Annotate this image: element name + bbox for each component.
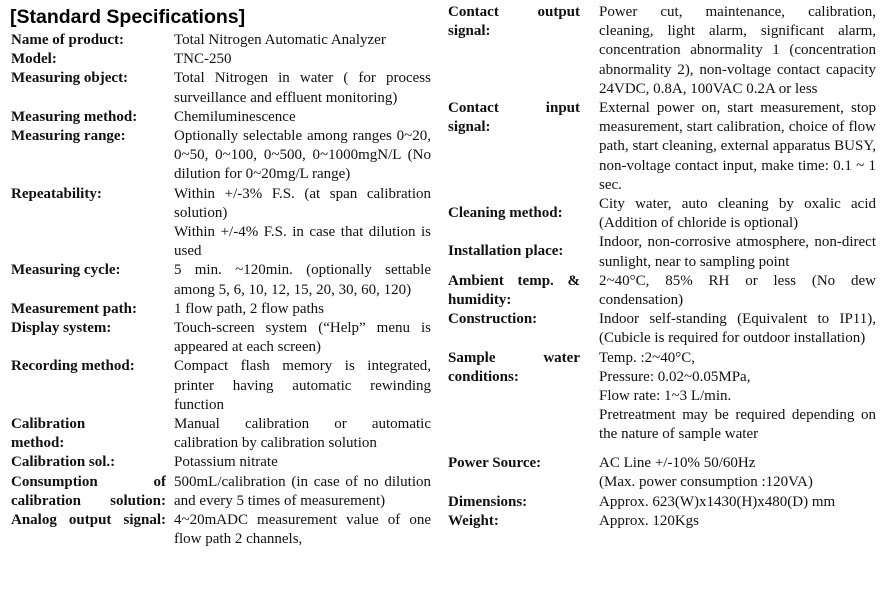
spec-row-construction	[448, 310, 876, 348]
spec-row-calibration-sol	[11, 453, 431, 472]
spec-label: Calibration sol.:	[11, 454, 116, 471]
spec-row-display-system	[11, 319, 431, 357]
spec-row-calibration-method	[11, 415, 431, 453]
spec-value: Manual calibration or automatic calibration by calibration solution	[174, 416, 431, 452]
spec-value: Compact flash memory is integrated, printer having automatic rewinding function	[174, 358, 431, 413]
spec-value: Temp. :2~40°C,	[599, 349, 695, 366]
spec-label: Name of product:	[11, 32, 125, 48]
spec-label: Contact output signal:	[448, 4, 580, 40]
spec-label: Consumption of calibration solution:	[11, 473, 166, 509]
spec-value: (Max. power consumption :120VA)	[599, 473, 813, 490]
spec-row-measuring-object	[11, 69, 431, 107]
spec-value: Total Nitrogen Automatic Analyzer	[174, 32, 386, 48]
spec-row-contact-output	[448, 3, 876, 99]
spec-value: TNC-250	[174, 51, 232, 68]
spec-value: Potassium nitrate	[174, 454, 278, 471]
spec-label: Display system:	[11, 320, 112, 337]
spec-row-recording-method	[11, 357, 431, 415]
spec-row-consumption	[11, 473, 431, 511]
spec-row-measuring-cycle	[11, 261, 431, 299]
spec-label: Measuring method:	[11, 108, 138, 125]
spec-value: Optionally selectable among ranges 0~20, 0~50, 0~100, 0~500, 0~1000mgN/L (No dilution for 0~20mg/L range)	[174, 128, 431, 183]
spec-value: 1 flow path, 2 flow paths	[174, 300, 324, 317]
spec-row-repeatability	[11, 185, 431, 262]
spec-label: Measuring object:	[11, 70, 129, 87]
spec-value: AC Line +/-10% 50/60Hz	[599, 454, 756, 471]
spec-value: Chemiluminescence	[174, 108, 296, 125]
spec-value: 2~40°C, 85% RH or less (No dew condensation)	[599, 272, 876, 309]
spec-value: Approx. 623(W)x1430(H)x480(D) mm	[599, 494, 836, 511]
spec-label: Installation place:	[448, 243, 564, 260]
spec-row-contact-input	[448, 99, 876, 195]
spec-label: Repeatability:	[11, 185, 102, 202]
spec-row-installation-place	[448, 233, 876, 271]
spec-label: Sample water conditions:	[448, 349, 580, 385]
page-title: [Standard Specifications]	[10, 6, 246, 28]
spec-row-ambient	[448, 272, 876, 310]
spec-value: Indoor, non-corrosive atmosphere, non-direct sunlight, near to sampling point	[599, 234, 876, 270]
spec-label: Measurement path:	[11, 300, 137, 317]
spec-value: 500mL/calibration (in case of no dilution and every 5 times of measurement)	[174, 473, 431, 509]
spec-value-group	[599, 445, 876, 492]
spec-value: Pretreatment may be required depending on the nature of sample water	[599, 407, 876, 443]
spec-value: Touch-screen system (“Help” menu is appeared at each screen)	[174, 320, 431, 356]
spec-value: Approx. 120Kgs	[599, 513, 699, 530]
spec-row-measurement-path	[11, 300, 431, 319]
spec-value: Pressure: 0.02~0.05MPa,	[599, 368, 751, 385]
spec-value: City water, auto cleaning by oxalic acid (Addition of chloride is optional)	[599, 196, 876, 232]
spec-label: Power Source:	[448, 454, 542, 471]
spec-value-group	[599, 349, 876, 445]
spec-label: Weight:	[448, 513, 499, 530]
spec-value: Within +/-3% F.S. (at span calibration solution)	[174, 185, 431, 221]
spec-value: Total Nitrogen in water ( for process surveillance and effluent monitoring)	[174, 70, 431, 106]
spec-label: Analog output signal:	[11, 512, 166, 529]
spec-value: Flow rate: 1~3 L/min.	[599, 388, 732, 405]
left-spec-column	[11, 31, 431, 549]
spec-label: Cleaning method:	[448, 205, 563, 222]
spec-label: Measuring cycle:	[11, 262, 121, 279]
spec-label: Calibration method:	[11, 416, 86, 452]
spec-row-dimensions	[448, 492, 876, 512]
spec-value-group	[174, 185, 431, 262]
spec-label: Recording method:	[11, 358, 135, 375]
spec-row-cleaning-method	[448, 195, 876, 233]
spec-value: Power cut, maintenance, calibration, cleaning, light alarm, significant alarm, concentration abnormality 1 (concentration abnormality 2), non-voltage contact capacity 24VDC, 0.8A, 100VAC 0.2A or less	[599, 4, 876, 97]
spec-label: Measuring range:	[11, 128, 126, 145]
spec-label: Construction:	[448, 311, 538, 328]
spec-row-power-source	[448, 445, 876, 492]
spec-row-measuring-method	[11, 108, 431, 127]
spec-row-analog-output	[11, 511, 431, 549]
right-spec-column	[448, 3, 876, 531]
spec-value: 5 min. ~120min. (optionally settable among 5, 6, 10, 12, 15, 20, 30, 60, 120)	[174, 262, 431, 298]
spec-value: 4~20mADC measurement value of one flow path 2 channels,	[174, 512, 431, 548]
spec-row-sample-water	[448, 349, 876, 445]
spec-value: External power on, start measurement, stop measurement, start calibration, choice of flow path, start cleaning, external apparatus BUSY, non-voltage contact input, make time: 0.1 ~ 1 sec.	[599, 100, 876, 193]
spec-label: Dimensions:	[448, 494, 528, 511]
spec-label: Ambient temp. & humidity:	[448, 272, 580, 309]
spec-label: Contact input signal:	[448, 100, 580, 136]
spec-label: Model:	[11, 51, 57, 68]
spec-value: Indoor self-standing (Equivalent to IP11), (Cubicle is required for outdoor installation)	[599, 311, 876, 347]
spec-row-weight	[448, 512, 876, 531]
spec-row-measuring-range	[11, 127, 431, 185]
spec-row-name-of-product	[11, 31, 431, 50]
spec-value: Within +/-4% F.S. in case that dilution is used	[174, 224, 431, 260]
spec-row-model	[11, 50, 431, 69]
